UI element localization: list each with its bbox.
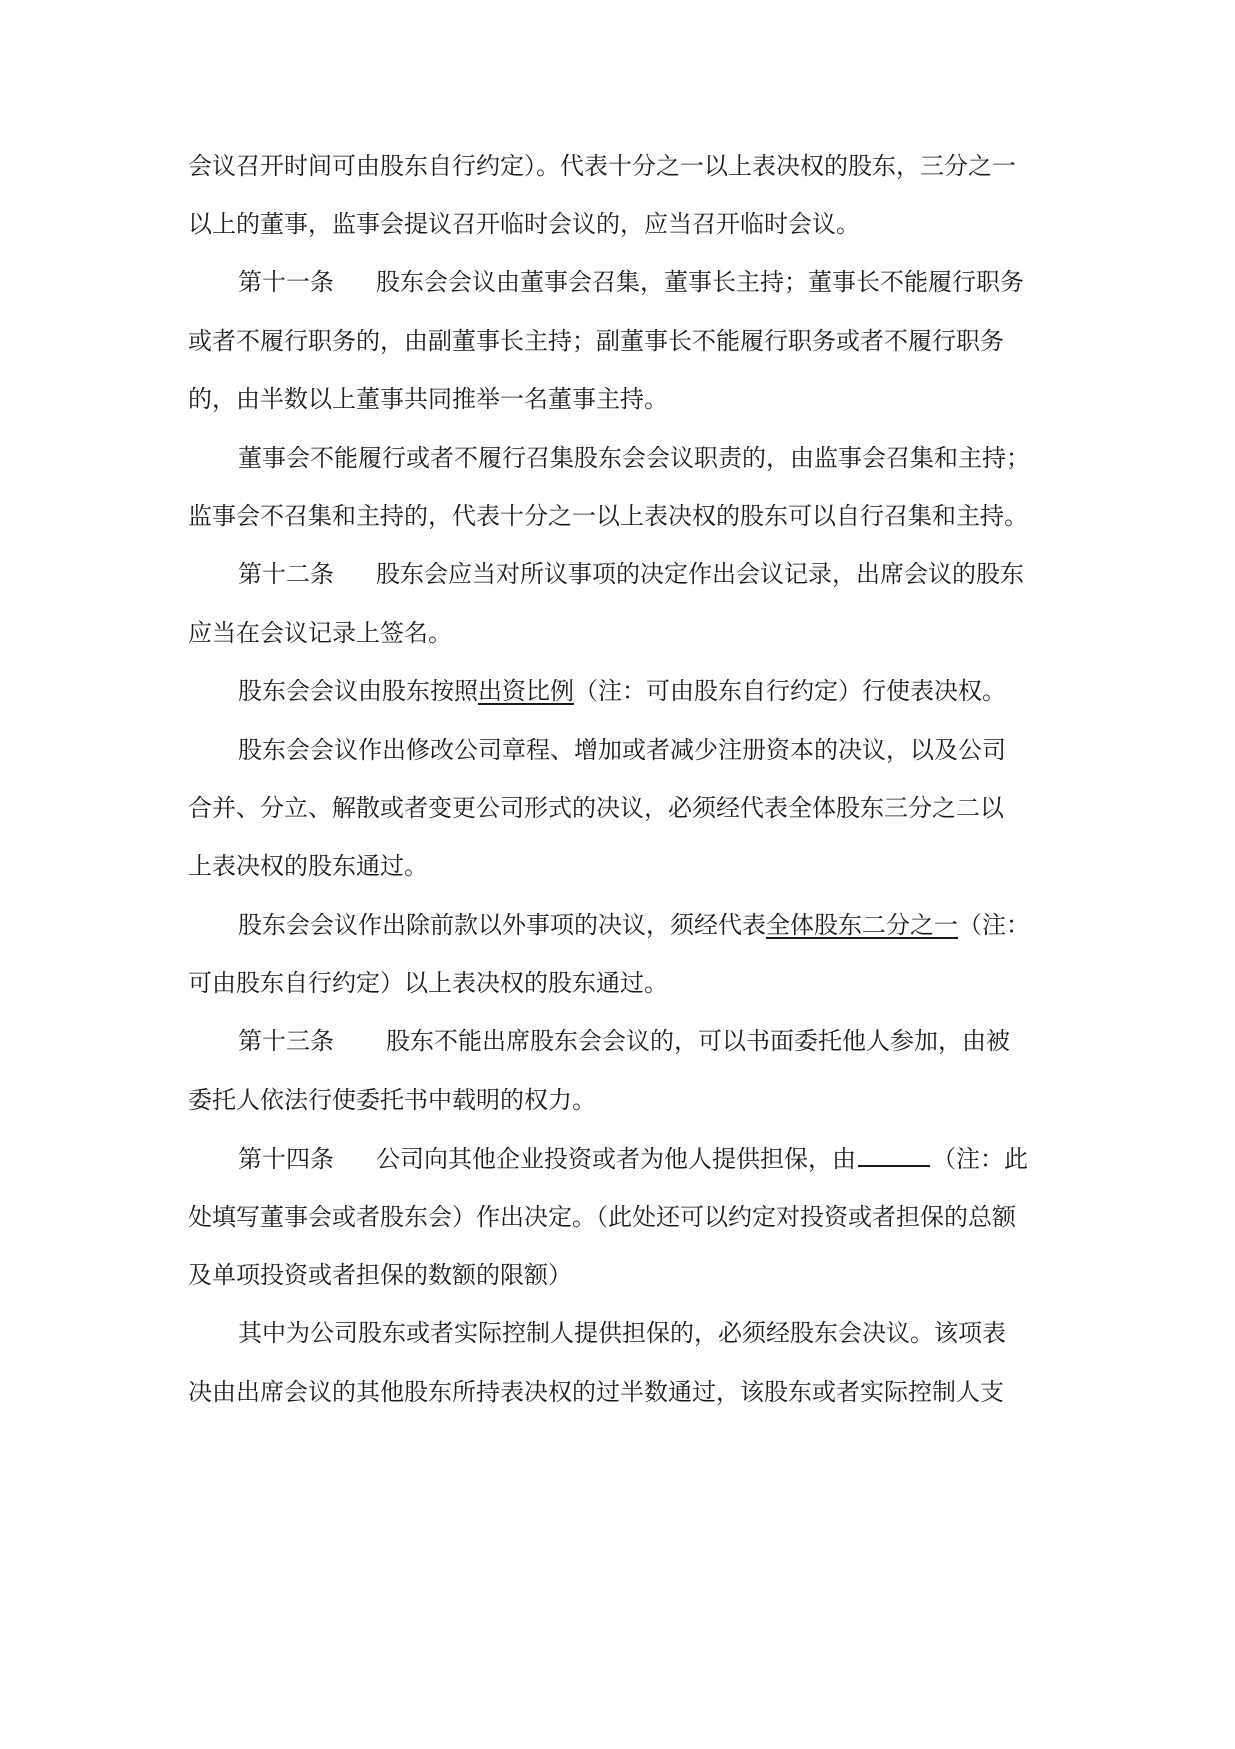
- article-14-text-before: 公司向其他企业投资或者为他人提供担保，由: [376, 1145, 856, 1173]
- text-line-7: 监事会不召集和主持的，代表十分之一以上表决权的股东可以自行召集和主持。: [188, 502, 1028, 530]
- text-line-11: 股东会会议作出修改公司章程、增加或者减少注册资本的决议，以及公司: [238, 736, 1006, 764]
- text-line-6: 董事会不能履行或者不履行召集股东会会议职责的，由监事会召集和主持；: [238, 444, 1030, 472]
- resolution-underlined: 全体股东二分之一: [766, 911, 958, 939]
- article-12-text: 股东会应当对所议事项的决定作出会议记录，出席会议的股东: [376, 560, 1024, 588]
- article-14-line: [238, 1143, 1048, 1174]
- text-line-1: 会议召开时间可由股东自行约定）。代表十分之一以上表决权的股东，三分之一: [188, 152, 1016, 180]
- article-12-line: [238, 559, 1048, 589]
- text-line-5: 的，由半数以上董事共同推举一名董事主持。: [188, 385, 668, 413]
- text-line-15: 可由股东自行约定）以上表决权的股东通过。: [188, 969, 668, 997]
- text-line-2: 以上的董事，监事会提议召开临时会议的，应当召开临时会议。: [188, 210, 860, 238]
- article-12-number: 第十二条: [238, 560, 334, 588]
- article-14-number: 第十四条: [238, 1145, 334, 1173]
- voting-ratio-before: 股东会会议由股东按照: [238, 677, 478, 705]
- article-14-text-after: （注：此: [932, 1145, 1028, 1173]
- text-line-22: 决由出席会议的其他股东所持表决权的过半数通过，该股东或者实际控制人支: [188, 1378, 1004, 1406]
- text-line-19: 处填写董事会或者股东会）作出决定。（此处还可以约定对投资或者担保的总额: [188, 1203, 1016, 1231]
- article-13-number: 第十三条: [238, 1027, 334, 1055]
- resolution-before: 股东会会议作出除前款以外事项的决议，须经代表: [238, 911, 766, 939]
- voting-ratio-underlined: 出资比例: [478, 677, 574, 705]
- voting-ratio-after: （注：可由股东自行约定）行使表决权。: [574, 677, 1006, 705]
- resolution-after: （注：: [958, 911, 1030, 939]
- text-line-4: 或者不履行职务的，由副董事长主持；副董事长不能履行职务或者不履行职务: [188, 327, 1004, 355]
- article-11-number: 第十一条: [238, 268, 334, 296]
- text-line-13: 上表决权的股东通过。: [188, 852, 428, 880]
- text-line-21: 其中为公司股东或者实际控制人提供担保的，必须经股东会决议。该项表: [238, 1319, 1006, 1347]
- resolution-line: [238, 910, 1048, 940]
- article-13-line: [238, 1026, 1048, 1056]
- article-11-text: 股东会会议由董事会召集，董事长主持；董事长不能履行职务: [376, 268, 1024, 296]
- fill-in-blank[interactable]: [858, 1143, 930, 1167]
- text-line-12: 合并、分立、解散或者变更公司形式的决议，必须经代表全体股东三分之二以: [188, 794, 1004, 822]
- article-13-text: 股东不能出席股东会会议的，可以书面委托他人参加，由被: [386, 1027, 1010, 1055]
- text-line-9: 应当在会议记录上签名。: [188, 619, 452, 647]
- voting-ratio-line: [238, 676, 1048, 706]
- article-11-line: [238, 267, 1048, 297]
- text-line-20: 及单项投资或者担保的数额的限额）: [188, 1261, 572, 1289]
- text-line-17: 委托人依法行使委托书中载明的权力。: [188, 1086, 596, 1114]
